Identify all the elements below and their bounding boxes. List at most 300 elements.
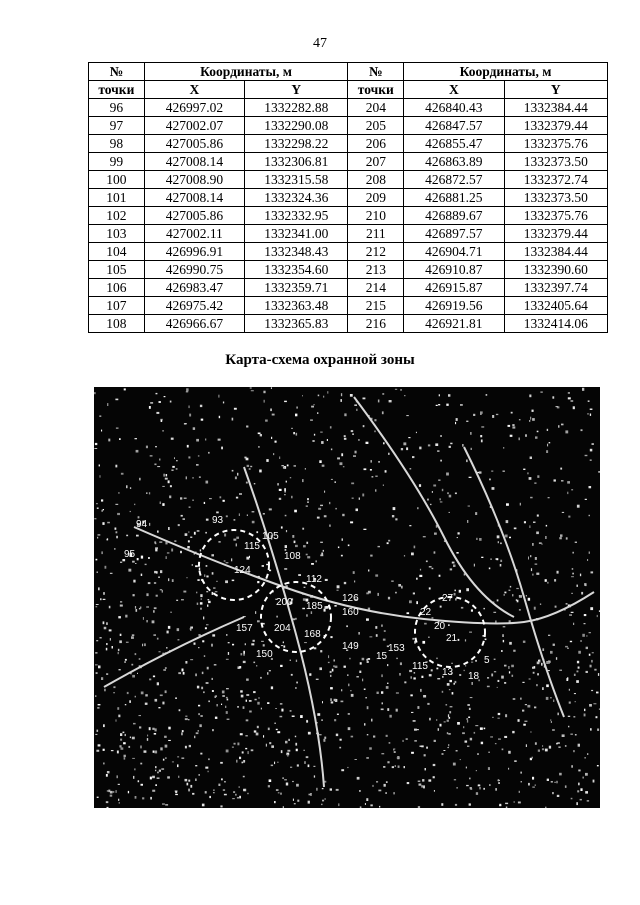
terrain-speck xyxy=(519,595,522,598)
terrain-speck xyxy=(189,406,190,409)
terrain-speck xyxy=(146,492,147,494)
terrain-speck xyxy=(131,664,133,666)
terrain-speck xyxy=(406,738,408,740)
terrain-speck xyxy=(364,723,365,725)
terrain-speck xyxy=(580,788,582,791)
terrain-speck xyxy=(264,400,265,403)
terrain-speck xyxy=(581,592,583,595)
terrain-speck xyxy=(413,593,415,595)
terrain-speck xyxy=(152,790,155,792)
terrain-speck xyxy=(103,763,105,765)
terrain-speck xyxy=(573,716,575,717)
terrain-speck xyxy=(394,751,396,753)
x-value: 427002.07 xyxy=(144,117,244,135)
terrain-speck xyxy=(585,455,588,456)
terrain-speck xyxy=(575,734,577,735)
terrain-speck xyxy=(465,741,468,743)
terrain-speck xyxy=(304,761,305,764)
terrain-speck xyxy=(566,678,568,681)
terrain-speck xyxy=(383,442,385,444)
terrain-speck xyxy=(218,395,219,398)
terrain-speck xyxy=(140,746,142,749)
terrain-speck xyxy=(273,453,274,455)
terrain-speck xyxy=(567,481,570,484)
terrain-speck xyxy=(149,523,150,526)
terrain-speck xyxy=(246,694,249,696)
terrain-speck xyxy=(375,476,377,477)
terrain-speck xyxy=(222,691,225,694)
terrain-speck xyxy=(271,686,273,689)
terrain-speck xyxy=(240,690,243,692)
terrain-speck xyxy=(153,610,155,613)
terrain-speck xyxy=(560,534,563,537)
point-number: 98 xyxy=(89,135,145,153)
terrain-speck xyxy=(321,553,323,555)
terrain-speck xyxy=(124,388,126,390)
y-value: 1332341.00 xyxy=(245,225,348,243)
terrain-speck xyxy=(526,744,527,747)
x-value: 427008.14 xyxy=(144,153,244,171)
terrain-speck xyxy=(545,536,546,539)
terrain-speck xyxy=(331,479,333,480)
terrain-speck xyxy=(537,431,539,433)
terrain-speck xyxy=(401,448,403,450)
terrain-speck xyxy=(257,581,259,583)
terrain-speck xyxy=(432,617,434,618)
terrain-speck xyxy=(592,652,594,653)
terrain-speck xyxy=(369,747,372,749)
terrain-speck xyxy=(135,696,136,698)
terrain-speck xyxy=(591,660,592,663)
terrain-speck xyxy=(297,764,299,766)
terrain-speck xyxy=(559,537,562,539)
terrain-speck xyxy=(436,719,437,720)
terrain-speck xyxy=(126,485,127,488)
y-header: Y xyxy=(245,81,348,99)
terrain-speck xyxy=(276,729,278,730)
terrain-speck xyxy=(461,607,463,609)
terrain-speck xyxy=(162,590,163,593)
terrain-speck xyxy=(496,414,498,415)
terrain-speck xyxy=(587,559,588,561)
point-number: 205 xyxy=(348,117,404,135)
terrain-speck xyxy=(519,791,520,793)
x-value: 426872.57 xyxy=(404,171,504,189)
terrain-speck xyxy=(575,701,576,702)
terrain-speck xyxy=(378,461,379,463)
x-value: 426855.47 xyxy=(404,135,504,153)
terrain-speck xyxy=(318,508,321,510)
terrain-speck xyxy=(94,518,96,519)
point-number: 210 xyxy=(348,207,404,225)
x-value: 426863.89 xyxy=(404,153,504,171)
terrain-speck xyxy=(326,606,329,609)
terrain-speck xyxy=(240,733,243,735)
terrain-speck xyxy=(247,793,249,794)
terrain-speck xyxy=(382,702,383,704)
x-value: 426897.57 xyxy=(404,225,504,243)
terrain-speck xyxy=(348,545,350,547)
terrain-speck xyxy=(474,732,476,734)
terrain-speck xyxy=(444,721,446,722)
terrain-speck xyxy=(585,757,586,758)
terrain-speck xyxy=(188,719,189,720)
terrain-speck xyxy=(513,698,516,699)
terrain-speck xyxy=(145,703,148,705)
terrain-speck xyxy=(150,777,152,780)
terrain-speck xyxy=(591,690,593,691)
terrain-speck xyxy=(547,582,548,584)
terrain-speck xyxy=(479,471,482,473)
terrain-speck xyxy=(141,556,143,559)
terrain-speck xyxy=(478,784,480,786)
terrain-speck xyxy=(362,658,365,661)
terrain-speck xyxy=(221,447,223,450)
terrain-speck xyxy=(277,483,278,485)
table-row xyxy=(89,99,608,117)
terrain-speck xyxy=(119,669,121,670)
terrain-speck xyxy=(327,439,328,441)
point-number: 96 xyxy=(89,99,145,117)
terrain-speck xyxy=(430,504,432,505)
terrain-speck xyxy=(252,521,255,524)
terrain-speck xyxy=(562,734,565,737)
terrain-speck xyxy=(467,720,468,723)
terrain-speck xyxy=(546,697,549,700)
terrain-speck xyxy=(190,537,192,539)
terrain-speck xyxy=(356,509,359,512)
terrain-speck xyxy=(452,562,455,564)
map-point-label: 22 xyxy=(420,607,432,618)
terrain-speck xyxy=(471,662,473,663)
terrain-speck xyxy=(117,513,120,515)
terrain-speck xyxy=(498,713,501,715)
terrain-speck xyxy=(300,715,303,718)
terrain-speck xyxy=(450,568,452,570)
terrain-speck xyxy=(437,450,439,452)
terrain-speck xyxy=(256,733,259,736)
terrain-speck xyxy=(224,560,226,561)
terrain-speck xyxy=(171,549,173,552)
terrain-speck xyxy=(334,699,337,701)
terrain-speck xyxy=(552,792,554,794)
terrain-speck xyxy=(470,432,472,435)
terrain-speck xyxy=(198,634,200,635)
terrain-speck xyxy=(247,515,248,516)
terrain-speck xyxy=(135,563,136,564)
terrain-speck xyxy=(119,802,120,804)
map-point-label: 112 xyxy=(306,574,322,585)
terrain-speck xyxy=(279,457,280,460)
terrain-speck xyxy=(181,515,183,517)
terrain-speck xyxy=(587,753,588,755)
terrain-speck xyxy=(168,480,170,483)
terrain-speck xyxy=(549,442,551,443)
terrain-speck xyxy=(446,704,448,705)
terrain-speck xyxy=(118,492,119,493)
terrain-speck xyxy=(133,776,134,779)
terrain-speck xyxy=(539,542,542,544)
terrain-speck xyxy=(281,709,283,712)
terrain-speck xyxy=(373,736,375,738)
terrain-speck xyxy=(367,661,369,663)
terrain-speck xyxy=(378,546,381,547)
terrain-speck xyxy=(217,704,218,706)
terrain-speck xyxy=(128,746,130,748)
terrain-speck xyxy=(481,742,483,745)
terrain-speck xyxy=(325,799,326,800)
terrain-speck xyxy=(436,405,438,406)
terrain-speck xyxy=(504,665,507,667)
terrain-speck xyxy=(447,492,449,494)
terrain-speck xyxy=(416,601,418,604)
y-value: 1332373.50 xyxy=(504,153,607,171)
terrain-speck xyxy=(144,750,147,752)
terrain-speck xyxy=(205,439,206,441)
terrain-speck xyxy=(492,717,493,718)
terrain-speck xyxy=(462,444,464,447)
terrain-speck xyxy=(168,527,170,530)
terrain-speck xyxy=(529,678,531,679)
terrain-speck xyxy=(287,754,288,756)
terrain-speck xyxy=(132,737,135,740)
terrain-speck xyxy=(573,552,574,554)
terrain-speck xyxy=(243,661,246,663)
terrain-speck xyxy=(457,722,460,725)
terrain-speck xyxy=(586,635,587,637)
coordinates-table xyxy=(88,62,608,333)
terrain-speck xyxy=(450,443,452,445)
terrain-speck xyxy=(423,536,426,537)
terrain-speck xyxy=(495,743,497,744)
terrain-speck xyxy=(512,424,514,426)
terrain-speck xyxy=(118,784,120,785)
terrain-speck xyxy=(119,745,121,747)
terrain-speck xyxy=(222,695,225,697)
terrain-speck xyxy=(163,759,165,761)
terrain-speck xyxy=(215,591,218,592)
x-value: 426904.71 xyxy=(404,243,504,261)
terrain-speck xyxy=(219,416,220,418)
x-value: 427002.11 xyxy=(144,225,244,243)
terrain-speck xyxy=(512,731,514,733)
terrain-speck xyxy=(197,530,200,532)
terrain-speck xyxy=(285,515,287,517)
terrain-speck xyxy=(491,674,493,677)
terrain-speck xyxy=(108,790,110,793)
terrain-speck xyxy=(520,698,521,700)
terrain-speck xyxy=(189,414,191,417)
terrain-speck xyxy=(134,768,135,770)
terrain-speck xyxy=(598,471,600,473)
terrain-speck xyxy=(292,781,294,782)
terrain-speck xyxy=(246,700,247,702)
terrain-speck xyxy=(192,477,194,478)
terrain-speck xyxy=(116,790,117,793)
terrain-speck xyxy=(468,506,470,507)
terrain-speck xyxy=(308,801,310,804)
terrain-speck xyxy=(185,779,188,782)
terrain-speck xyxy=(571,765,573,768)
terrain-speck xyxy=(381,691,383,694)
terrain-speck xyxy=(106,801,109,803)
terrain-speck xyxy=(340,739,342,741)
terrain-speck xyxy=(550,720,551,721)
terrain-speck xyxy=(447,747,449,748)
terrain-speck xyxy=(596,716,598,718)
terrain-speck xyxy=(181,758,184,759)
terrain-speck xyxy=(356,676,359,677)
terrain-speck xyxy=(262,565,264,567)
terrain-speck xyxy=(295,414,297,417)
terrain-speck xyxy=(241,695,244,698)
terrain-speck xyxy=(567,492,568,494)
terrain-speck xyxy=(139,478,141,481)
terrain-speck xyxy=(308,732,311,735)
terrain-speck xyxy=(246,458,249,461)
terrain-speck xyxy=(146,593,148,596)
terrain-speck xyxy=(504,594,505,596)
point-number: 209 xyxy=(348,189,404,207)
terrain-speck xyxy=(185,746,187,749)
terrain-speck xyxy=(271,745,274,748)
terrain-speck xyxy=(561,424,564,426)
y-value: 1332332.95 xyxy=(245,207,348,225)
terrain-speck xyxy=(552,729,555,731)
terrain-speck xyxy=(542,746,543,747)
terrain-speck xyxy=(290,767,292,768)
terrain-speck xyxy=(573,623,574,625)
terrain-speck xyxy=(487,686,490,688)
terrain-speck xyxy=(511,412,513,414)
terrain-speck xyxy=(195,765,197,766)
terrain-speck xyxy=(542,748,544,750)
terrain-speck xyxy=(325,579,328,581)
terrain-speck xyxy=(439,394,440,396)
terrain-speck xyxy=(167,776,170,778)
terrain-speck xyxy=(560,468,562,470)
terrain-speck xyxy=(467,520,468,523)
terrain-speck xyxy=(97,572,98,573)
terrain-speck xyxy=(489,479,491,481)
terrain-speck xyxy=(205,627,207,629)
y-value: 1332282.88 xyxy=(245,99,348,117)
terrain-speck xyxy=(414,740,417,741)
terrain-speck xyxy=(186,388,189,391)
terrain-speck xyxy=(102,551,103,554)
x-value: 426910.87 xyxy=(404,261,504,279)
terrain-speck xyxy=(449,680,452,682)
terrain-speck xyxy=(452,692,454,694)
x-value: 426921.81 xyxy=(404,315,504,333)
terrain-speck xyxy=(144,643,146,646)
terrain-speck xyxy=(178,776,179,778)
terrain-speck xyxy=(454,590,456,592)
terrain-speck xyxy=(114,548,115,550)
point-number: 215 xyxy=(348,297,404,315)
terrain-speck xyxy=(204,502,205,504)
terrain-speck xyxy=(335,481,336,483)
terrain-speck xyxy=(223,500,225,502)
terrain-speck xyxy=(98,744,101,746)
map-point-label: 157 xyxy=(236,623,253,634)
terrain-speck xyxy=(370,804,372,806)
terrain-speck xyxy=(269,779,272,782)
terrain-speck xyxy=(281,526,283,528)
terrain-speck xyxy=(578,783,580,786)
terrain-speck xyxy=(306,506,308,507)
terrain-speck xyxy=(160,747,162,750)
y-value: 1332354.60 xyxy=(245,261,348,279)
terrain-speck xyxy=(211,644,212,647)
terrain-speck xyxy=(271,765,273,767)
terrain-speck xyxy=(249,468,251,469)
terrain-speck xyxy=(387,683,389,684)
terrain-speck xyxy=(334,605,336,607)
terrain-speck xyxy=(180,551,182,553)
terrain-speck xyxy=(521,781,522,782)
terrain-speck xyxy=(497,535,500,538)
terrain-speck xyxy=(417,729,419,730)
x-value: 426889.67 xyxy=(404,207,504,225)
terrain-speck xyxy=(226,711,228,714)
terrain-speck xyxy=(186,476,187,479)
terrain-speck xyxy=(206,624,209,625)
terrain-speck xyxy=(324,609,326,612)
terrain-speck xyxy=(519,609,521,611)
terrain-speck xyxy=(95,664,98,665)
terrain-speck xyxy=(351,736,354,738)
terrain-speck xyxy=(547,661,550,664)
terrain-speck xyxy=(344,435,346,437)
terrain-speck xyxy=(330,687,333,689)
terrain-speck xyxy=(575,542,577,543)
terrain-speck xyxy=(101,499,103,501)
map-point-label: 150 xyxy=(256,649,273,660)
terrain-speck xyxy=(449,446,451,448)
terrain-speck xyxy=(231,558,232,561)
terrain-speck xyxy=(168,626,170,629)
terrain-speck xyxy=(295,618,296,620)
terrain-speck xyxy=(125,659,127,661)
terrain-speck xyxy=(257,702,259,705)
terrain-speck xyxy=(149,492,150,494)
terrain-speck xyxy=(193,427,195,430)
terrain-speck xyxy=(327,391,328,393)
terrain-speck xyxy=(370,555,372,557)
terrain-speck xyxy=(296,407,297,409)
terrain-speck xyxy=(529,395,531,398)
terrain-speck xyxy=(399,673,400,676)
terrain-speck xyxy=(571,612,574,613)
terrain-speck xyxy=(568,726,569,728)
table-subheader-row xyxy=(89,81,608,99)
map-point-label: 115 xyxy=(244,541,260,552)
terrain-speck xyxy=(334,719,336,721)
terrain-speck xyxy=(287,465,289,467)
terrain-speck xyxy=(103,599,106,600)
terrain-speck xyxy=(590,607,593,610)
terrain-speck xyxy=(373,785,374,787)
terrain-speck xyxy=(294,510,297,513)
map-point-label: 185 xyxy=(306,601,323,612)
terrain-speck xyxy=(446,404,448,406)
terrain-speck xyxy=(302,528,304,530)
terrain-speck xyxy=(104,627,107,630)
terrain-speck xyxy=(307,498,309,500)
terrain-speck xyxy=(535,436,538,438)
terrain-speck xyxy=(503,626,506,627)
